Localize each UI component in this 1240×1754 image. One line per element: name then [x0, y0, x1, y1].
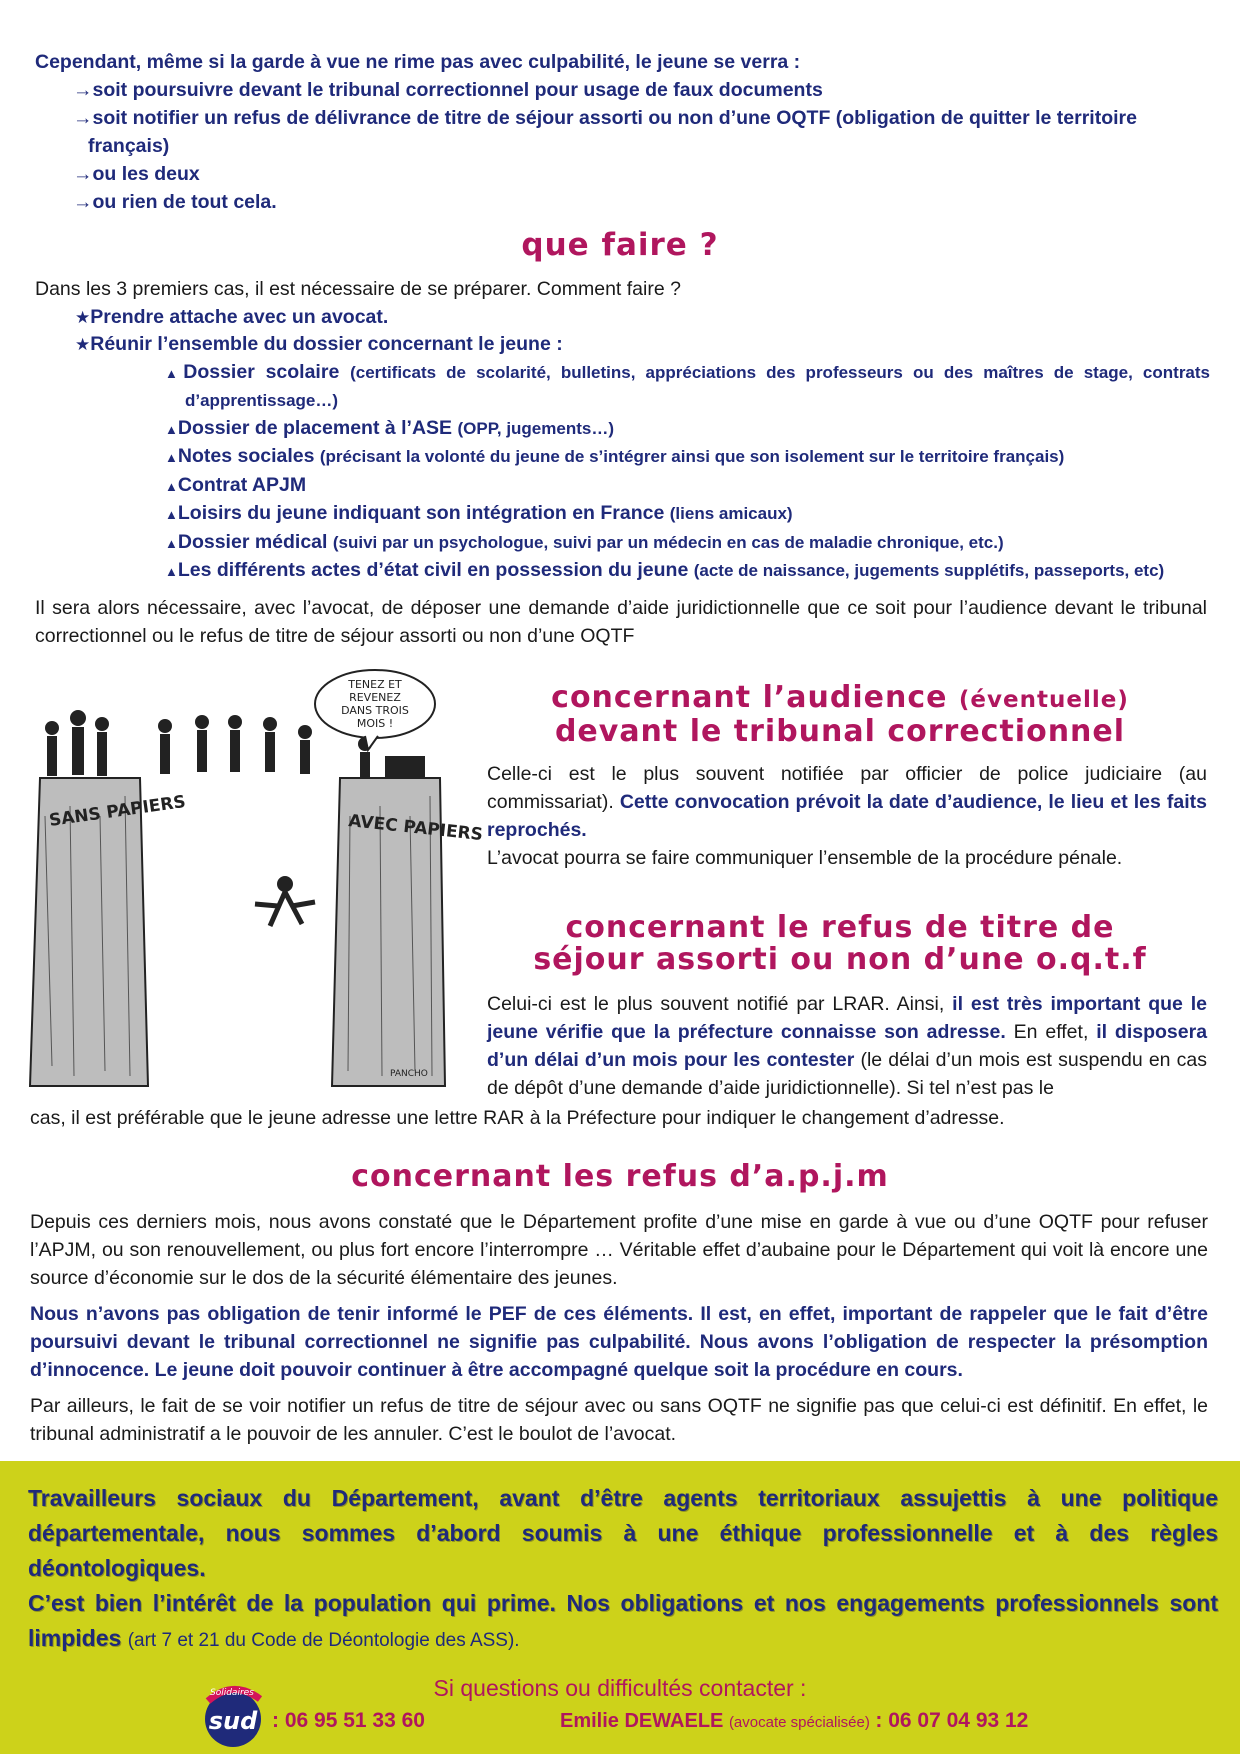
apjm-paragraph-2: Nous n’avons pas obligation de tenir informé le PEF de ces éléments. Il est, en effet, important de rappeler que le fait d’être poursuivi devant le tribunal correctionnel ne signifie pas culpabilité. Nous avons l’obligation de respecter la présomption d’innocence. Le jeune doit pouvoir continuer à être accompagné quelque soit la procédure en cours. — [30, 1303, 1208, 1381]
doc-item: ▲Dossier de placement à l’ASE (OPP, jugements…) — [165, 416, 614, 439]
doc-item: ▲Dossier scolaire (certificats de scolarité, bulletins, appréciations des professeurs ou des maîtres de stage, contrats d’apprentissage…) — [165, 360, 1211, 410]
bubble-text-1: TENEZ ET — [348, 678, 402, 691]
apjm-paragraph-1: Depuis ces derniers mois, nous avons constaté que le Département profite d’une mise en garde à vue ou d’une OQTF pour refuser l’APJM, ou son renouvellement, ou plus fort encore l’interrompre … Véritable effet d’aubaine pour le Département qui voit là encore une source d’économie sur le dos de la sécurité élémentaire des jeunes. — [30, 1211, 1208, 1289]
section-title-refus-sejour: concernant le refus de titre de séjour assorti ou non d’une o.q.t.f — [533, 910, 1147, 977]
cliff-label-right: AVEC PAPIERS — [347, 811, 484, 846]
section-title-audience: concernant l’audience (éventuelle) devant le tribunal correctionnel — [551, 680, 1129, 749]
doc-item: ▲Loisirs du jeune indiquant son intégration en France (liens amicaux) — [165, 502, 793, 524]
doc-item: ▲Notes sociales (précisant la volonté du jeune de s’intégrer ainsi que son isolement sur le territoire français) — [165, 445, 1065, 467]
triangle-icon: ▲ — [165, 478, 178, 494]
bubble-text-4: MOIS ! — [356, 717, 394, 730]
refus-paragraph: Celui-ci est le plus souvent notifié par LRAR. Ainsi, il est très important que le jeune vérifie que la préfecture connaisse son adresse. En effet, il disposera d’un délai d’un mois pour les contester (le délai d’un mois est suspendu en cas de dépôt d’une demande d’aide juridictionnelle). Si tel n’est pas le — [487, 993, 1208, 1099]
prepare-lead: Dans les 3 premiers cas, il est nécessaire de se préparer. Comment faire ? — [35, 278, 681, 300]
aide-paragraph: Il sera alors nécessaire, avec l’avocat, de déposer une demande d’aide juridictionnelle que ce soit pour l’audience devant le tribunal correctionnel ou le refus de titre de séjour assorti ou non d’une OQTF — [35, 597, 1207, 647]
doc-item: ▲Dossier médical (suivi par un psychologue, suivi par un médecin en cas de maladie chronique, etc.) — [165, 530, 1004, 553]
list-item: →ou rien de tout cela. — [73, 191, 277, 213]
triangle-icon: ▲ — [165, 507, 178, 522]
sud-logo-icon — [198, 1679, 268, 1749]
arrow-icon: → — [73, 191, 93, 213]
doc-item: ▲Les différents actes d’état civil en possession du jeune (acte de naissance, jugements supplétifs, passeports, etc) — [165, 559, 1165, 581]
cartoon-illustration — [30, 666, 484, 1086]
intro-section — [35, 48, 1210, 216]
refus-paragraph-end: cas, il est préférable que le jeune adresse une lettre RAR à la Préfecture pour indiquer le changement d’adresse. — [30, 1107, 1005, 1129]
triangle-icon: ▲ — [165, 535, 178, 551]
intro-lead: Cependant, même si la garde à vue ne rime pas avec culpabilité, le jeune se verra : — [35, 51, 801, 73]
list-item: →soit poursuivre devant le tribunal correctionnel pour usage de faux documents — [73, 79, 823, 101]
list-item: →ou les deux — [73, 163, 200, 185]
star-icon: ★ — [75, 335, 91, 354]
list-item: ★Prendre attache avec un avocat. — [75, 305, 389, 328]
arrow-icon: → — [73, 163, 93, 185]
doc-item: ▲Contrat APJM — [165, 473, 307, 496]
section-title-apjm: concernant les refus d’a.p.j.m — [351, 1159, 889, 1194]
cartoon-signature: PANCHO — [390, 1069, 428, 1079]
arrow-icon: → — [73, 79, 93, 101]
triangle-icon: ▲ — [165, 564, 178, 579]
triangle-icon: ▲ — [165, 421, 178, 437]
prepare-section — [35, 276, 1210, 586]
contact-title: Si questions ou difficultés contacter : — [433, 1675, 807, 1701]
bubble-text-3: DANS TROIS — [341, 704, 409, 717]
svg-text:sud: sud — [208, 1707, 258, 1735]
triangle-icon: ▲ — [165, 365, 184, 381]
star-icon: ★ — [75, 307, 91, 327]
triangle-icon: ▲ — [165, 450, 178, 465]
footer-band — [0, 1461, 1240, 1754]
list-item: →soit notifier un refus de délivrance de titre de séjour assorti ou non d’une OQTF (obligation de quitter le territoire français) — [73, 107, 1137, 157]
audience-paragraph: Celle-ci est le plus souvent notifiée par officier de police judiciaire (au commissariat). Cette convocation prévoit la date d’audience, le lieu et les faits reprochés. L’avocat pourra se faire communiquer l’ensemble de la procédure pénale. — [487, 763, 1207, 869]
cliff-label-left: SANS PAPIERS — [47, 791, 187, 831]
apjm-section — [30, 1208, 1208, 1456]
contact-lawyer: Emilie DEWAELE (avocate spécialisée) : 06 07 04 93 12 — [560, 1709, 1029, 1732]
arrow-icon: → — [73, 107, 93, 129]
contact-phone-sud: : 06 95 51 33 60 — [272, 1709, 425, 1732]
footer-statement: Travailleurs sociaux du Département, avant d’être agents territoriaux assujettis à une politique départementale, nous sommes d’abord soumis à une éthique professionnelle et à des règles déontologiques. C’est bien l’intérêt de la population qui prime. Nos obligations et nos engagements professionnels sont limpides (art 7 et 21 du Code de Déontologie des ASS). — [28, 1485, 1218, 1651]
list-item: ★Réunir l’ensemble du dossier concernant le jeune : — [75, 333, 563, 355]
apjm-paragraph-3: Par ailleurs, le fait de se voir notifier un refus de titre de séjour avec ou sans OQTF ne signifie pas que celui-ci est définitif. En effet, le tribunal administratif a le pouvoir de les annuler. C’est le boulot de l’avocat. — [30, 1395, 1208, 1445]
section-title-que-faire: que faire ? — [521, 227, 719, 263]
svg-text:Solidaires: Solidaires — [210, 1688, 254, 1698]
bubble-text-2: REVENEZ — [349, 691, 401, 704]
